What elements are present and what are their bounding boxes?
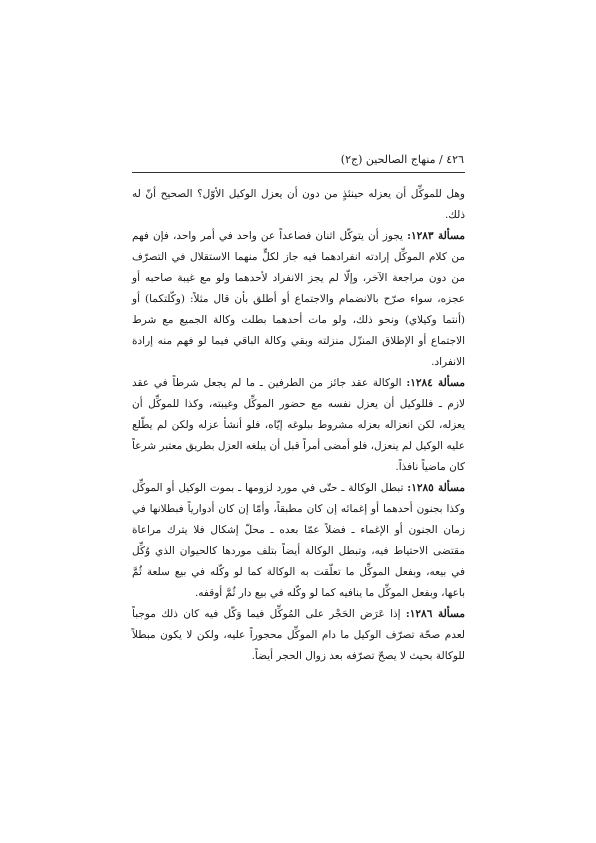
paragraph	[132, 184, 465, 226]
paragraph-text: يجوز أن يتوكّل اثنان فصاعداً عن واحد في أمر واحد، فإن فهم من كلام الموكِّل إرادته انفرادهما فيه جاز لكلٍّ منهما الاستقلال في التصرّف من دون مراجعة الآخر، وإلّا لم يجز الانفراد لأحدهما ولو مع غيبة صاحبه أو عجزه، سواء صرّح بالانضمام والاجتماع أو أطلق بأن قال مثلاً: (وكّلتكما) أو (أنتما وكيلاي) ونحو ذلك، ولو مات أحدهما بطلت وكالة الجميع مع شرط الاجتماع أو الإطلاق المنزّل منزلته وبقي وكالة الباقي فيما لو فهم منه إرادة الانفراد.	[132, 230, 465, 368]
issue-paragraph	[132, 226, 465, 373]
issue-label: مسألة ١٢٨٤:	[406, 377, 465, 389]
paragraph-text: وهل للموكِّل أن يعزله حينئذٍ من دون أن يعزل الوكيل الأوّل؟ الصحيح أنّ له ذلك.	[132, 188, 465, 221]
paragraph-text: الوكالة عقد جائز من الطرفين ـ ما لم يجعل شرطاً في عقد لازم ـ فللوكيل أن يعزل نفسه مع حضور الموكِّل وغيبته، وكذا للموكِّل أن يعزله، لكن انعزاله بعزله مشروط ببلوغه إيّاه، فلو أنشأ عزله ولكن لم يطّلع عليه الوكيل لم ينعزل، فلو أمضى أمراً قبل أن يبلغه العزل بطريق معتبر شرعاً كان ماضياً نافذاً.	[132, 377, 465, 473]
header-divider	[132, 172, 465, 173]
paragraph-text: إذا عَرَض الحَجْر على المُوكِّل فيما وَكّل فيه كان ذلك موجباً لعدم صحّة تصرّف الوكيل ما دام الموكِّل محجوراً عليه، ولكن لا يكون مبطلاً للوكالة بحيث لا يصحّ تصرّفه بعد زوال الحجر أيضاً.	[132, 608, 465, 662]
issue-label: مسألة ١٢٨٦:	[405, 608, 465, 620]
page-body	[132, 184, 465, 667]
paragraph-text: تبطل الوكالة ـ حتّى في مورد لزومها ـ بموت الوكيل أو الموكِّل وكذا بجنون أحدهما أو إغمائه إن كان مطبقاً، وأمّا إن كان أدوارياً فبطلانها في زمان الجنون أو الإغماء ـ فضلاً عمّا بعده ـ محلّ إشكال فلا يترك مراعاة مقتضى الاحتياط فيه، وتبطل الوكالة أيضاً بتلف موردها كالحيوان الذي وُكِّل في بيعه، وبفعل الموكِّل ما تعلّقت به الوكالة كما لو وكّله في بيع سلعة ثُمَّ باعها، وبفعل الموكِّل ما ينافيه كما لو وكّله في بيع دار ثُمَّ أوقفه.	[132, 482, 465, 599]
issue-paragraph	[132, 478, 465, 604]
issue-paragraph	[132, 373, 465, 478]
issue-label: مسألة ١٢٨٣:	[407, 230, 465, 242]
running-head: ٤٢٦ / منهاج الصالحين (ج٢)	[340, 153, 464, 166]
issue-label: مسألة ١٢٨٥:	[407, 482, 465, 494]
issue-paragraph	[132, 604, 465, 667]
